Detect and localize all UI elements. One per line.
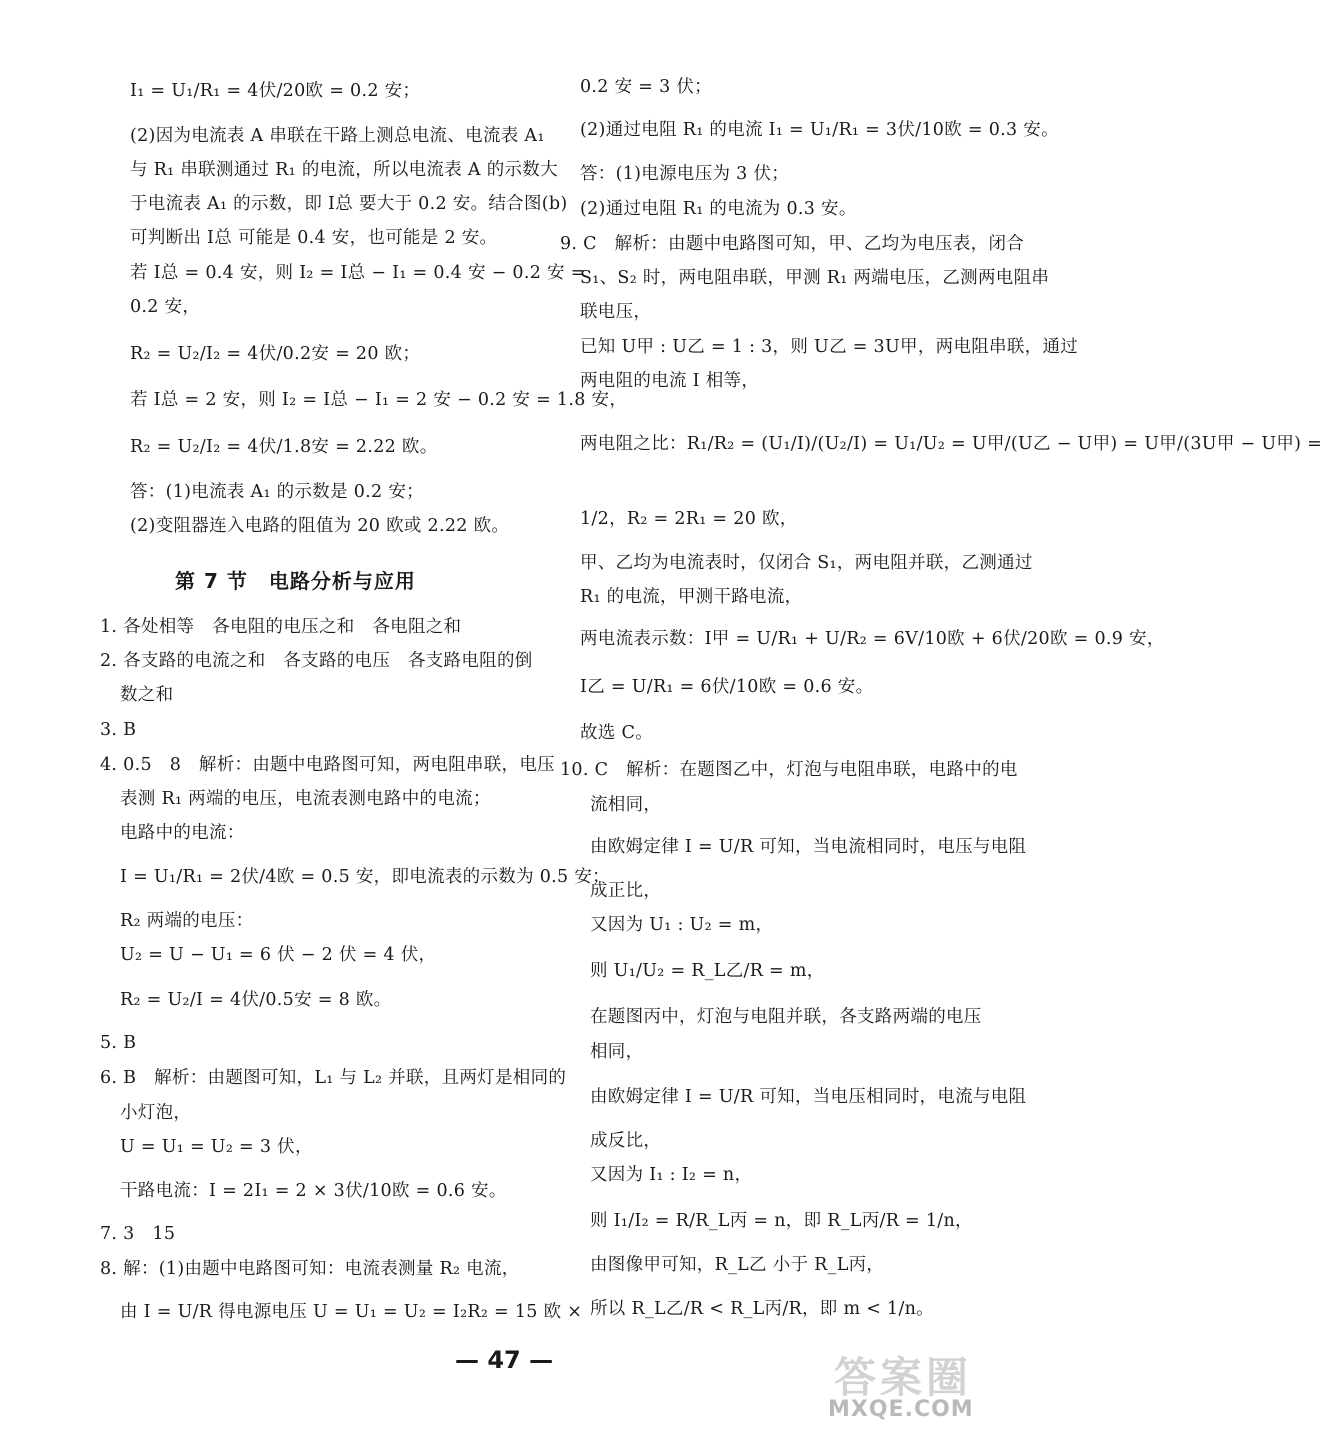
text-line: S₁、S₂ 时，两电阻串联，甲测 R₁ 两端电压，乙测两电阻串: [580, 268, 1050, 288]
text-line: R₂ = U₂/I₂ = 4伏/1.8安 = 2.22 欧。: [130, 437, 438, 457]
list-item: 10. C 解析：在题图乙中，灯泡与电阻串联，电路中的电: [560, 760, 1018, 780]
watermark: [778, 1345, 988, 1423]
watermark-site: MXQE.COM: [828, 1397, 974, 1422]
text-line: I = U₁/R₁ = 2伏/4欧 = 0.5 安，即电流表的示数为 0.5 安；: [120, 867, 610, 887]
text-line: U = U₁ = U₂ = 3 伏，: [120, 1137, 313, 1157]
text-line: (2)因为电流表 A 串联在干路上测总电流、电流表 A₁: [130, 126, 545, 146]
section-title: 第 7 节 电路分析与应用: [175, 569, 416, 593]
text-line: 由 I = U/R 得电源电压 U = U₁ = U₂ = I₂R₂ = 15 欧 ×: [120, 1302, 583, 1322]
text-line: (2)通过电阻 R₁ 的电流为 0.3 安。: [580, 199, 857, 219]
text-line: 两电阻的电流 I 相等，: [580, 371, 760, 391]
list-item: 8. 解：(1)由题中电路图可知：电流表测量 R₂ 电流，: [100, 1259, 520, 1279]
text-line: 答：(1)电流表 A₁ 的示数是 0.2 安；: [130, 482, 424, 502]
list-item: 2. 各支路的电流之和 各支路的电压 各支路电阻的倒: [100, 651, 533, 671]
text-line: 0.2 安 = 3 伏；: [580, 77, 712, 97]
text-line: 若 I总 = 0.4 安，则 I₂ = I总 − I₁ = 0.4 安 − 0.2 安 =: [130, 263, 586, 283]
list-item: 9. C 解析：由题中电路图可知，甲、乙均为电压表，闭合: [560, 234, 1025, 254]
text-line: 表测 R₁ 两端的电压，电流表测电路中的电流；: [120, 789, 491, 809]
text-line: I乙 = U/R₁ = 6伏/10欧 = 0.6 安。: [580, 677, 874, 697]
text-line: 答：(1)电源电压为 3 伏；: [580, 164, 790, 184]
text-line: U₂ = U − U₁ = 6 伏 − 2 伏 = 4 伏，: [120, 945, 437, 965]
text-line: 于电流表 A₁ 的示数，即 I总 要大于 0.2 安。结合图(b): [130, 194, 568, 214]
text-line: R₁ 的电流，甲测干路电流，: [580, 587, 803, 607]
text-line: 数之和: [120, 685, 174, 705]
text-line: (2)变阻器连入电路的阻值为 20 欧或 2.22 欧。: [130, 516, 510, 536]
text-line: 甲、乙均为电流表时，仅闭合 S₁，两电阻并联，乙测通过: [580, 553, 1033, 573]
text-line: 0.2 安，: [130, 297, 201, 317]
text-line: 故选 C。: [580, 723, 653, 743]
list-item: 7. 3 15: [100, 1224, 176, 1244]
text-line: R₂ = U₂/I₂ = 4伏/0.2安 = 20 欧；: [130, 344, 421, 364]
text-line: 由欧姆定律 I = U/R 可知，当电压相同时，电流与电阻: [590, 1087, 1027, 1107]
list-item: 1. 各处相等 各电阻的电压之和 各电阻之和: [100, 617, 462, 637]
text-line: 流相同，: [590, 795, 662, 815]
text-line: (2)通过电阻 R₁ 的电流 I₁ = U₁/R₁ = 3伏/10欧 = 0.3 安。: [580, 120, 1059, 140]
text-line: 由图像甲可知，R_L乙 小于 R_L丙，: [590, 1255, 885, 1275]
text-line: 则 I₁/I₂ = R/R_L丙 = n，即 R_L丙/R = 1/n，: [590, 1211, 973, 1231]
text-line: 联电压，: [580, 302, 652, 322]
text-line: 成反比，: [590, 1131, 662, 1151]
page-number: — 47 —: [455, 1346, 554, 1374]
text-line: 相同，: [590, 1042, 644, 1062]
text-line: 两电阻之比：R₁/R₂ = (U₁/I)/(U₂/I) = U₁/U₂ = U甲/(U乙 − U甲) = U甲/(3U甲 − U甲) =: [580, 434, 1322, 454]
text-line: 干路电流：I = 2I₁ = 2 × 3伏/10欧 = 0.6 安。: [120, 1181, 507, 1201]
watermark-logo: 答案圈: [834, 1353, 973, 1402]
text-line: 与 R₁ 串联测通过 R₁ 的电流，所以电流表 A 的示数大: [130, 160, 558, 180]
text-line: 若 I总 = 2 安，则 I₂ = I总 − I₁ = 2 安 − 0.2 安 = 1.8 安，: [130, 390, 628, 410]
list-item: 6. B 解析：由题图可知，L₁ 与 L₂ 并联，且两灯是相同的: [100, 1068, 567, 1088]
text-line: 则 U₁/U₂ = R_L乙/R = m，: [590, 961, 825, 981]
text-line: R₂ 两端的电压：: [120, 911, 254, 931]
text-line: 又因为 I₁ : I₂ = n，: [590, 1165, 753, 1185]
text-line: 成正比，: [590, 881, 662, 901]
list-item: 5. B: [100, 1033, 137, 1053]
text-line: 1/2，R₂ = 2R₁ = 20 欧，: [580, 509, 798, 529]
text-line: 两电流表示数：I甲 = U/R₁ + U/R₂ = 6V/10欧 + 6伏/20欧 = 0.9 安，: [580, 629, 1165, 649]
text-line: I₁ = U₁/R₁ = 4伏/20欧 = 0.2 安；: [130, 81, 421, 101]
text-line: R₂ = U₂/I = 4伏/0.5安 = 8 欧。: [120, 990, 392, 1010]
text-line: 电路中的电流：: [120, 823, 245, 843]
text-line: 可判断出 I总 可能是 0.4 安，也可能是 2 安。: [130, 228, 498, 248]
text-line: 由欧姆定律 I = U/R 可知，当电流相同时，电压与电阻: [590, 837, 1027, 857]
text-line: 所以 R_L乙/R < R_L丙/R，即 m < 1/n。: [590, 1299, 935, 1319]
list-item: 4. 0.5 8 解析：由题中电路图可知，两电阻串联，电压: [100, 755, 555, 775]
list-item: 3. B: [100, 720, 137, 740]
text-line: 又因为 U₁ : U₂ = m，: [590, 915, 774, 935]
text-line: 在题图丙中，灯泡与电阻并联，各支路两端的电压: [590, 1007, 982, 1027]
text-line: 小灯泡，: [120, 1103, 192, 1123]
text-line: 已知 U甲 : U乙 = 1 : 3，则 U乙 = 3U甲，两电阻串联，通过: [580, 337, 1079, 357]
